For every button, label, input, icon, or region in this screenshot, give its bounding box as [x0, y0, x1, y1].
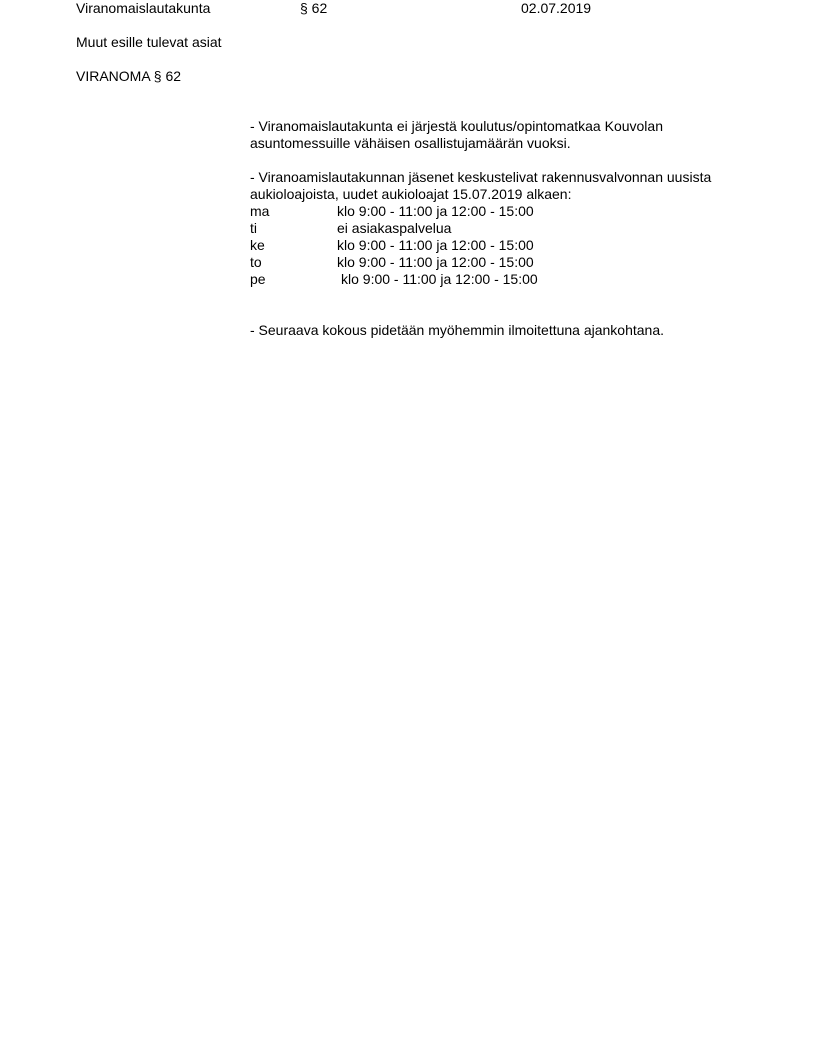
- paragraph-line: - Viranomaislautakunta ei järjestä koulutus/opintomatkaa Kouvolan: [250, 118, 663, 134]
- paragraph-line: - Viranoamislautakunnan jäsenet keskustelivat rakennusvalvonnan uusista: [250, 169, 712, 185]
- paragraph-study-trip: [250, 118, 770, 152]
- subject-title: Muut esille tulevat asiat: [76, 34, 222, 50]
- opening-hours-row: [250, 203, 770, 220]
- opening-hours-time: ei asiakaspalvelua: [337, 220, 452, 236]
- opening-hours-table: [250, 203, 770, 288]
- opening-hours-row: [250, 271, 770, 288]
- opening-hours-day: pe: [250, 271, 266, 287]
- paragraph-line: asuntomessuille vähäisen osallistujamäärän vuoksi.: [250, 135, 571, 151]
- paragraph-next-meeting: [250, 322, 770, 339]
- paragraph-opening-hours: [250, 169, 770, 288]
- opening-hours-time: klo 9:00 - 11:00 ja 12:00 - 15:00: [341, 271, 538, 287]
- opening-hours-row: [250, 254, 770, 271]
- opening-hours-day: ma: [250, 203, 270, 219]
- paragraph-line: aukioloajoista, uudet aukioloajat 15.07.2019 alkaen:: [250, 186, 572, 202]
- opening-hours-day: ke: [250, 237, 265, 253]
- paragraph-line: - Seuraava kokous pidetään myöhemmin ilmoitettuna ajankohtana.: [250, 322, 665, 338]
- opening-hours-time: klo 9:00 - 11:00 ja 12:00 - 15:00: [337, 237, 534, 253]
- opening-hours-day: ti: [250, 220, 257, 236]
- header-organization: Viranomaislautakunta: [76, 0, 211, 16]
- opening-hours-row: [250, 220, 770, 237]
- opening-hours-time: klo 9:00 - 11:00 ja 12:00 - 15:00: [337, 254, 534, 270]
- opening-hours-row: [250, 237, 770, 254]
- header-date: 02.07.2019: [521, 0, 592, 16]
- opening-hours-day: to: [250, 254, 262, 270]
- opening-hours-time: klo 9:00 - 11:00 ja 12:00 - 15:00: [337, 203, 534, 219]
- subject-code: VIRANOMA § 62: [76, 68, 182, 84]
- header-section-number: § 62: [300, 0, 328, 16]
